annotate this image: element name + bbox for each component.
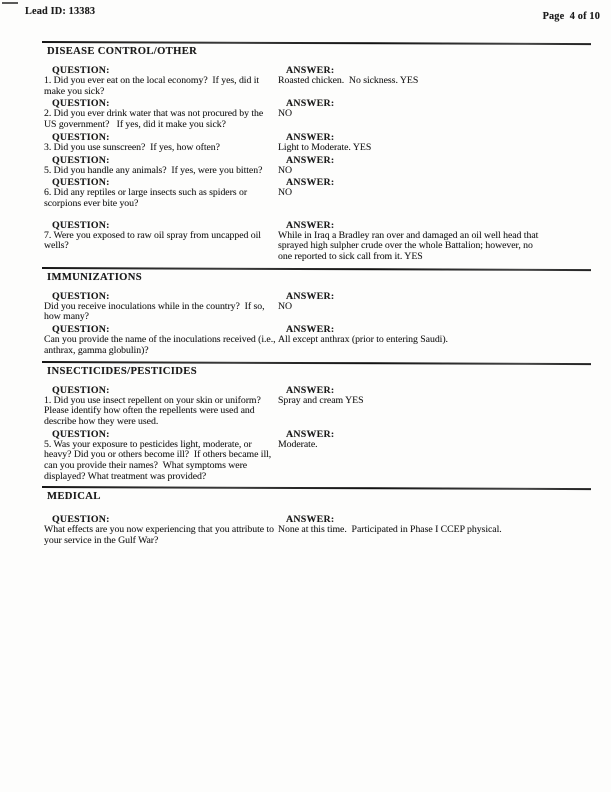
question-text: 6. Did any reptiles or large insects such as spiders or scorpions ever bite you?: [44, 187, 250, 209]
answer-label: ANSWER:: [286, 219, 335, 231]
qa-row: [42, 514, 591, 546]
question-text: 1. Did you ever eat on the local economy? If yes, did it make you sick?: [44, 75, 262, 97]
section-medical: [42, 486, 591, 546]
section-divider: [42, 486, 591, 490]
answer-text: NO: [278, 108, 293, 120]
qa-row: [42, 155, 591, 177]
answer-text: None at this time. Participated in Phase I CCEP physical.: [278, 524, 502, 536]
question-label: QUESTION:: [52, 131, 110, 143]
qa-row: [42, 291, 591, 323]
lead-id: Lead ID: 13383: [25, 6, 96, 17]
answer-text: All except anthrax (prior to entering Saudi).: [278, 334, 448, 346]
answer-label: ANSWER:: [286, 290, 335, 302]
form-content: [42, 41, 591, 551]
question-label: QUESTION:: [52, 514, 110, 526]
answer-label: ANSWER:: [286, 514, 335, 526]
question-label: QUESTION:: [52, 324, 110, 336]
answer-label: ANSWER:: [286, 154, 335, 166]
question-label: QUESTION:: [52, 428, 110, 440]
question-label: QUESTION:: [52, 219, 110, 231]
question-text: 3. Did you use sunscreen? If yes, how often?: [44, 141, 220, 153]
question-label: QUESTION:: [52, 384, 110, 396]
question-text: 7. Were you exposed to raw oil spray from uncapped oil wells?: [44, 229, 264, 252]
answer-label: ANSWER:: [286, 65, 335, 76]
question-text: 5. Was your exposure to pesticides light, moderate, or heavy? Did you or others become ill? If others became ill, can you provide their names? What symptoms were displayed? What treatment was provided?: [44, 438, 274, 482]
answer-label: ANSWER:: [286, 324, 335, 336]
answer-text: NO: [278, 164, 293, 176]
section-divider: [42, 41, 591, 45]
answer-text: NO: [278, 300, 293, 312]
qa-row: [42, 177, 591, 209]
answer-label: ANSWER:: [286, 98, 335, 110]
question-text: 2. Did you ever drink water that was not procured by the US government? If yes, did it make you sick?: [44, 108, 266, 131]
section-divider: [42, 361, 591, 365]
section-immunizations: [42, 267, 591, 357]
question-text: Can you provide the name of the inoculations received (i.e., anthrax, gamma globulin)?: [44, 334, 278, 356]
section-title: INSECTICIDES/PESTICIDES: [47, 365, 197, 377]
question-text: What effects are you now experiencing that you attribute to your service in the Gulf War?: [44, 524, 277, 547]
qa-row: [42, 429, 591, 483]
answer-text: While in Iraq a Bradley ran over and damaged an oil well head that sprayed high sulpher crude over the whole Battalion; however, no one reported to sick call from it. YES: [278, 229, 541, 263]
question-label: QUESTION:: [52, 177, 110, 189]
qa-row: [42, 220, 591, 263]
question-text: 5. Did you handle any animals? If yes, were you bitten?: [44, 164, 263, 176]
answer-text: Moderate.: [278, 438, 318, 450]
section-disease-control: [42, 41, 591, 263]
answer-label: ANSWER:: [286, 428, 335, 440]
question-text: Did you receive inoculations while in the country? If so, how many?: [44, 300, 267, 323]
question-label: QUESTION:: [52, 154, 110, 166]
section-title: IMMUNIZATIONS: [47, 271, 142, 283]
answer-text: NO: [278, 187, 293, 199]
section-title: DISEASE CONTROL/OTHER: [47, 46, 198, 57]
question-label: QUESTION:: [52, 98, 110, 110]
section-divider: [42, 267, 591, 271]
qa-row: [42, 98, 591, 130]
question-label: QUESTION:: [52, 65, 110, 76]
question-label: QUESTION:: [52, 290, 110, 302]
question-text: 1. Did you use insect repellent on your skin or uniform? Please identify how often the repellents were used and describe how they were used.: [44, 394, 264, 427]
page-number: Page 4 of 10: [542, 11, 600, 22]
answer-text: Light to Moderate. YES: [278, 141, 372, 153]
answer-label: ANSWER:: [286, 131, 335, 143]
qa-row: [42, 385, 591, 428]
answer-label: ANSWER:: [286, 177, 335, 189]
qa-row: [42, 324, 591, 356]
page-header: [25, 6, 600, 22]
scan-artifact-line: [2, 2, 18, 4]
answer-label: ANSWER:: [286, 384, 335, 396]
section-title: MEDICAL: [47, 491, 101, 503]
section-insecticides: [42, 361, 591, 483]
answer-text: Spray and cream YES: [278, 394, 364, 406]
qa-row: [42, 132, 591, 154]
qa-row: [42, 65, 591, 97]
answer-text: Roasted chicken. No sickness. YES: [278, 75, 419, 86]
